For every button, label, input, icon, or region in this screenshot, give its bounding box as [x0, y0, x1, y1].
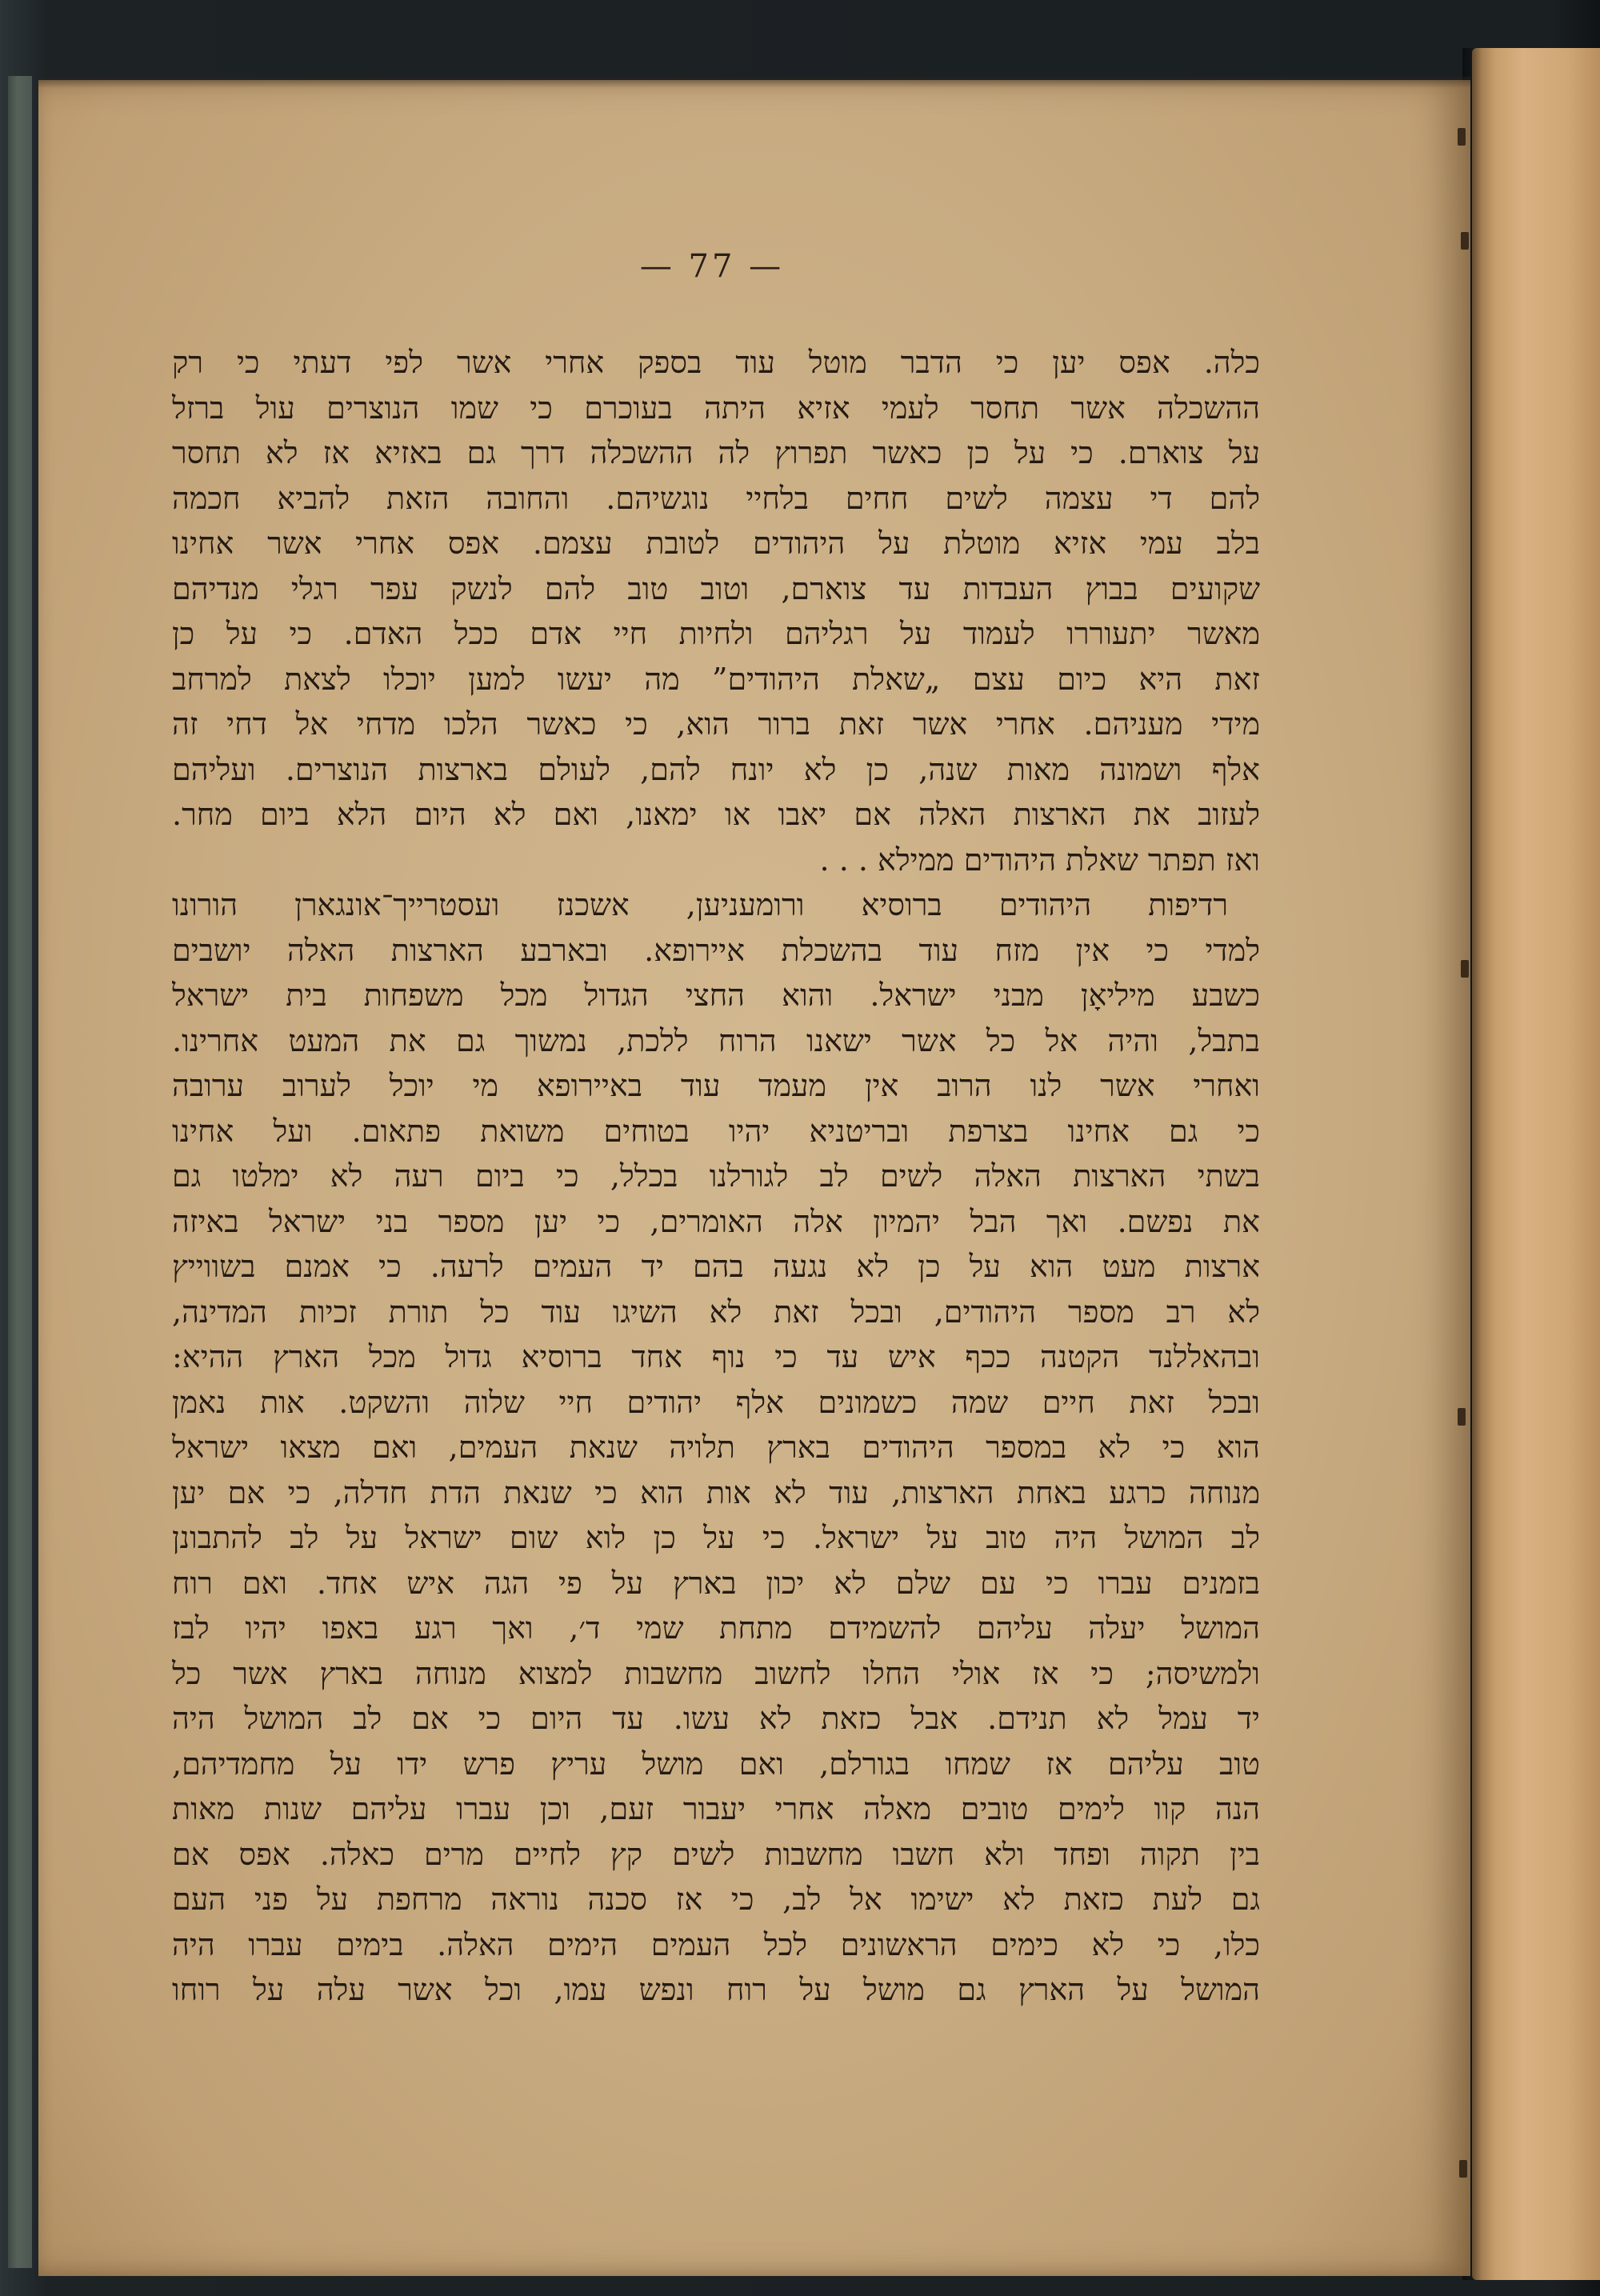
- binding-stitch: [1461, 960, 1469, 978]
- text-line: ההשכלה אשר תחסר לעמי אזיא היתה בעוכרם כי שמו הנוצרים עול ברזל: [172, 390, 1260, 426]
- text-line: ואז תפתר שאלת היהודים ממילא . . .: [819, 842, 1260, 878]
- text-line: להם די עצמה לשים חחים בלחיי נוגשיהם. והחובה הזאת להביא חכמה: [172, 480, 1260, 516]
- text-line: רדיפות היהודים ברוסיא ורומעניען, אשכנז ועסטרייך־אונגארן הורונו: [172, 887, 1228, 922]
- text-line: מאשר יתעוררו לעמוד על רגליהם ולחיות חיי אדם ככל האדם. כי על כן: [172, 616, 1260, 651]
- text-line: כלה. אפס יען כי הדבר מוטל עוד בספק אחרי אשר לפי דעתי כי רק: [172, 345, 1260, 380]
- text-line: כלו, כי לא כימים הראשונים לכל העמים הימים האלה. בימים עברו היה: [172, 1926, 1260, 1962]
- book-spine: [8, 76, 32, 2268]
- text-line: ובכל זאת חיים שמה כשמונים אלף יהודים חיי שלוה והשקט. אות נאמן: [172, 1384, 1260, 1420]
- text-line: בתבל, והיה אל כל אשר ישאנו הרוח ללכת, נמשוך גם את המעט אחרינו.: [172, 1022, 1260, 1058]
- text-line: הנה קוו לימים טובים מאלה אחרי יעבור זעם, וכן עברו עליהם שנות מאות: [172, 1791, 1260, 1826]
- text-line: בשתי הארצות האלה לשים לב לגורלנו בכלל, כי ביום רעה לא ימלטו גם: [172, 1158, 1260, 1194]
- body-text: [172, 340, 1260, 2013]
- text-line: על צוארם. כי על כן כאשר תפרוץ לה ההשכלה דרך גם באזיא אז לא תחסר: [172, 435, 1260, 470]
- binding-stitch: [1459, 2160, 1467, 2178]
- text-line: שקועים בבוץ העבדות עד צוארם, וטוב טוב להם לנשק עפר רגלי מנדיהם: [172, 570, 1260, 606]
- text-line: זאת היא כיום עצם „שאלת היהודים” מה יעשו למען יוכלו לצאת למרחב: [172, 661, 1260, 697]
- page-top-edge: [38, 77, 1470, 88]
- binding-stitch: [1458, 128, 1466, 146]
- text-line: הוא כי לא במספר היהודים בארץ תלויה שנאת העמים, ואם מצאו ישראל: [172, 1430, 1260, 1465]
- text-line: מידי מעניהם. אחרי אשר זאת ברור הוא, כי כאשר הלכו מדחי אל דחי זה: [172, 706, 1260, 742]
- adjacent-page-edge: [1472, 48, 1600, 2280]
- binding-stitch: [1458, 1408, 1466, 1426]
- text-line: אלף ושמונה מאות שנה, כן לא יונח להם, לעולם בארצות הנוצרים. ועליהם: [172, 751, 1260, 787]
- page-number: — 77 —: [639, 248, 785, 285]
- text-line: בזמנים עברו כי עם שלם לא יכון בארץ על פי הגה איש אחד. ואם רוח: [172, 1565, 1260, 1601]
- text-line: כי גם אחינו בצרפת ובריטניא יהיו בטוחים משואת פתאום. ועל אחינו: [172, 1113, 1260, 1149]
- text-line: לעזוב את הארצות האלה אם יאבו או ימאנו, ואם לא היום הלא ביום מחר.: [172, 797, 1260, 832]
- text-line: המושל על הארץ גם מושל על רוח ונפש עמו, וכל אשר עלה על רוחו: [172, 1972, 1260, 2007]
- text-line: לב המושל היה טוב על ישראל. כי על כן לוא שום ישראל על לב להתבונן: [172, 1520, 1260, 1555]
- text-line: טוב עליהם אז שמחו בגורלם, ואם מושל עריץ פרש ידו על מחמדיהם,: [172, 1746, 1260, 1782]
- text-line: גם לעת כזאת לא ישימו אל לב, כי אז סכנה נוראה מרחפת על פני העם: [172, 1882, 1260, 1917]
- text-line: ואחרי אשר לנו הרוב אין מעמד עוד באיירופא מי יוכל לערוב ערובה: [172, 1068, 1260, 1103]
- text-line: ארצות מעט הוא על כן לא נגעה בהם יד העמים לרעה. כי אמנם בשווייץ: [172, 1249, 1260, 1284]
- binding-stitch: [1461, 232, 1469, 250]
- text-line: המושל יעלה עליהם להשמידם מתחת שמי ד׳, ואך רגע באפו יהיו לבז: [172, 1610, 1260, 1646]
- text-line: ולמשיסה; כי אז אולי החלו לחשוב מחשבות למצוא מנוחה בארץ אשר כל: [172, 1655, 1260, 1691]
- text-line: בלב עמי אזיא מוטלת על היהודים לטובת עצמם. אפס אחרי אשר אחינו: [172, 526, 1260, 561]
- text-line: לא רב מספר היהודים, ובכל זאת לא השיגו עוד כל תורת זכיות המדינה,: [172, 1294, 1260, 1330]
- text-line: את נפשם. ואך הבל יהמיון אלה האומרים, כי יען מספר בני ישראל באיזה: [172, 1203, 1260, 1239]
- text-line: יד עמל לא תנידם. אבל כזאת לא עשו. עד היום כי אם לב המושל היה: [172, 1701, 1260, 1736]
- text-line: ובהאללנד הקטנה ככף איש עד כי נוף אחד ברוסיא גדול מכל הארץ ההיא:: [172, 1339, 1260, 1374]
- text-line: כשבע מיליאָן מבני ישראל. והוא החצי הגדול מכל משפחות בית ישראל: [172, 978, 1260, 1013]
- text-line: מנוחה כרגע באחת הארצות, עוד לא אות הוא כי שנאת הדת חדלה, כי אם יען: [172, 1474, 1260, 1510]
- text-line: בין תקוה ופחד ולא חשבו מחשבות לשים קץ לחיים מרים כאלה. אפס אם: [172, 1836, 1260, 1872]
- text-line: למדי כי אין מזח עוד בהשכלת איירופא. ובארבע הארצות האלה יושבים: [172, 932, 1260, 968]
